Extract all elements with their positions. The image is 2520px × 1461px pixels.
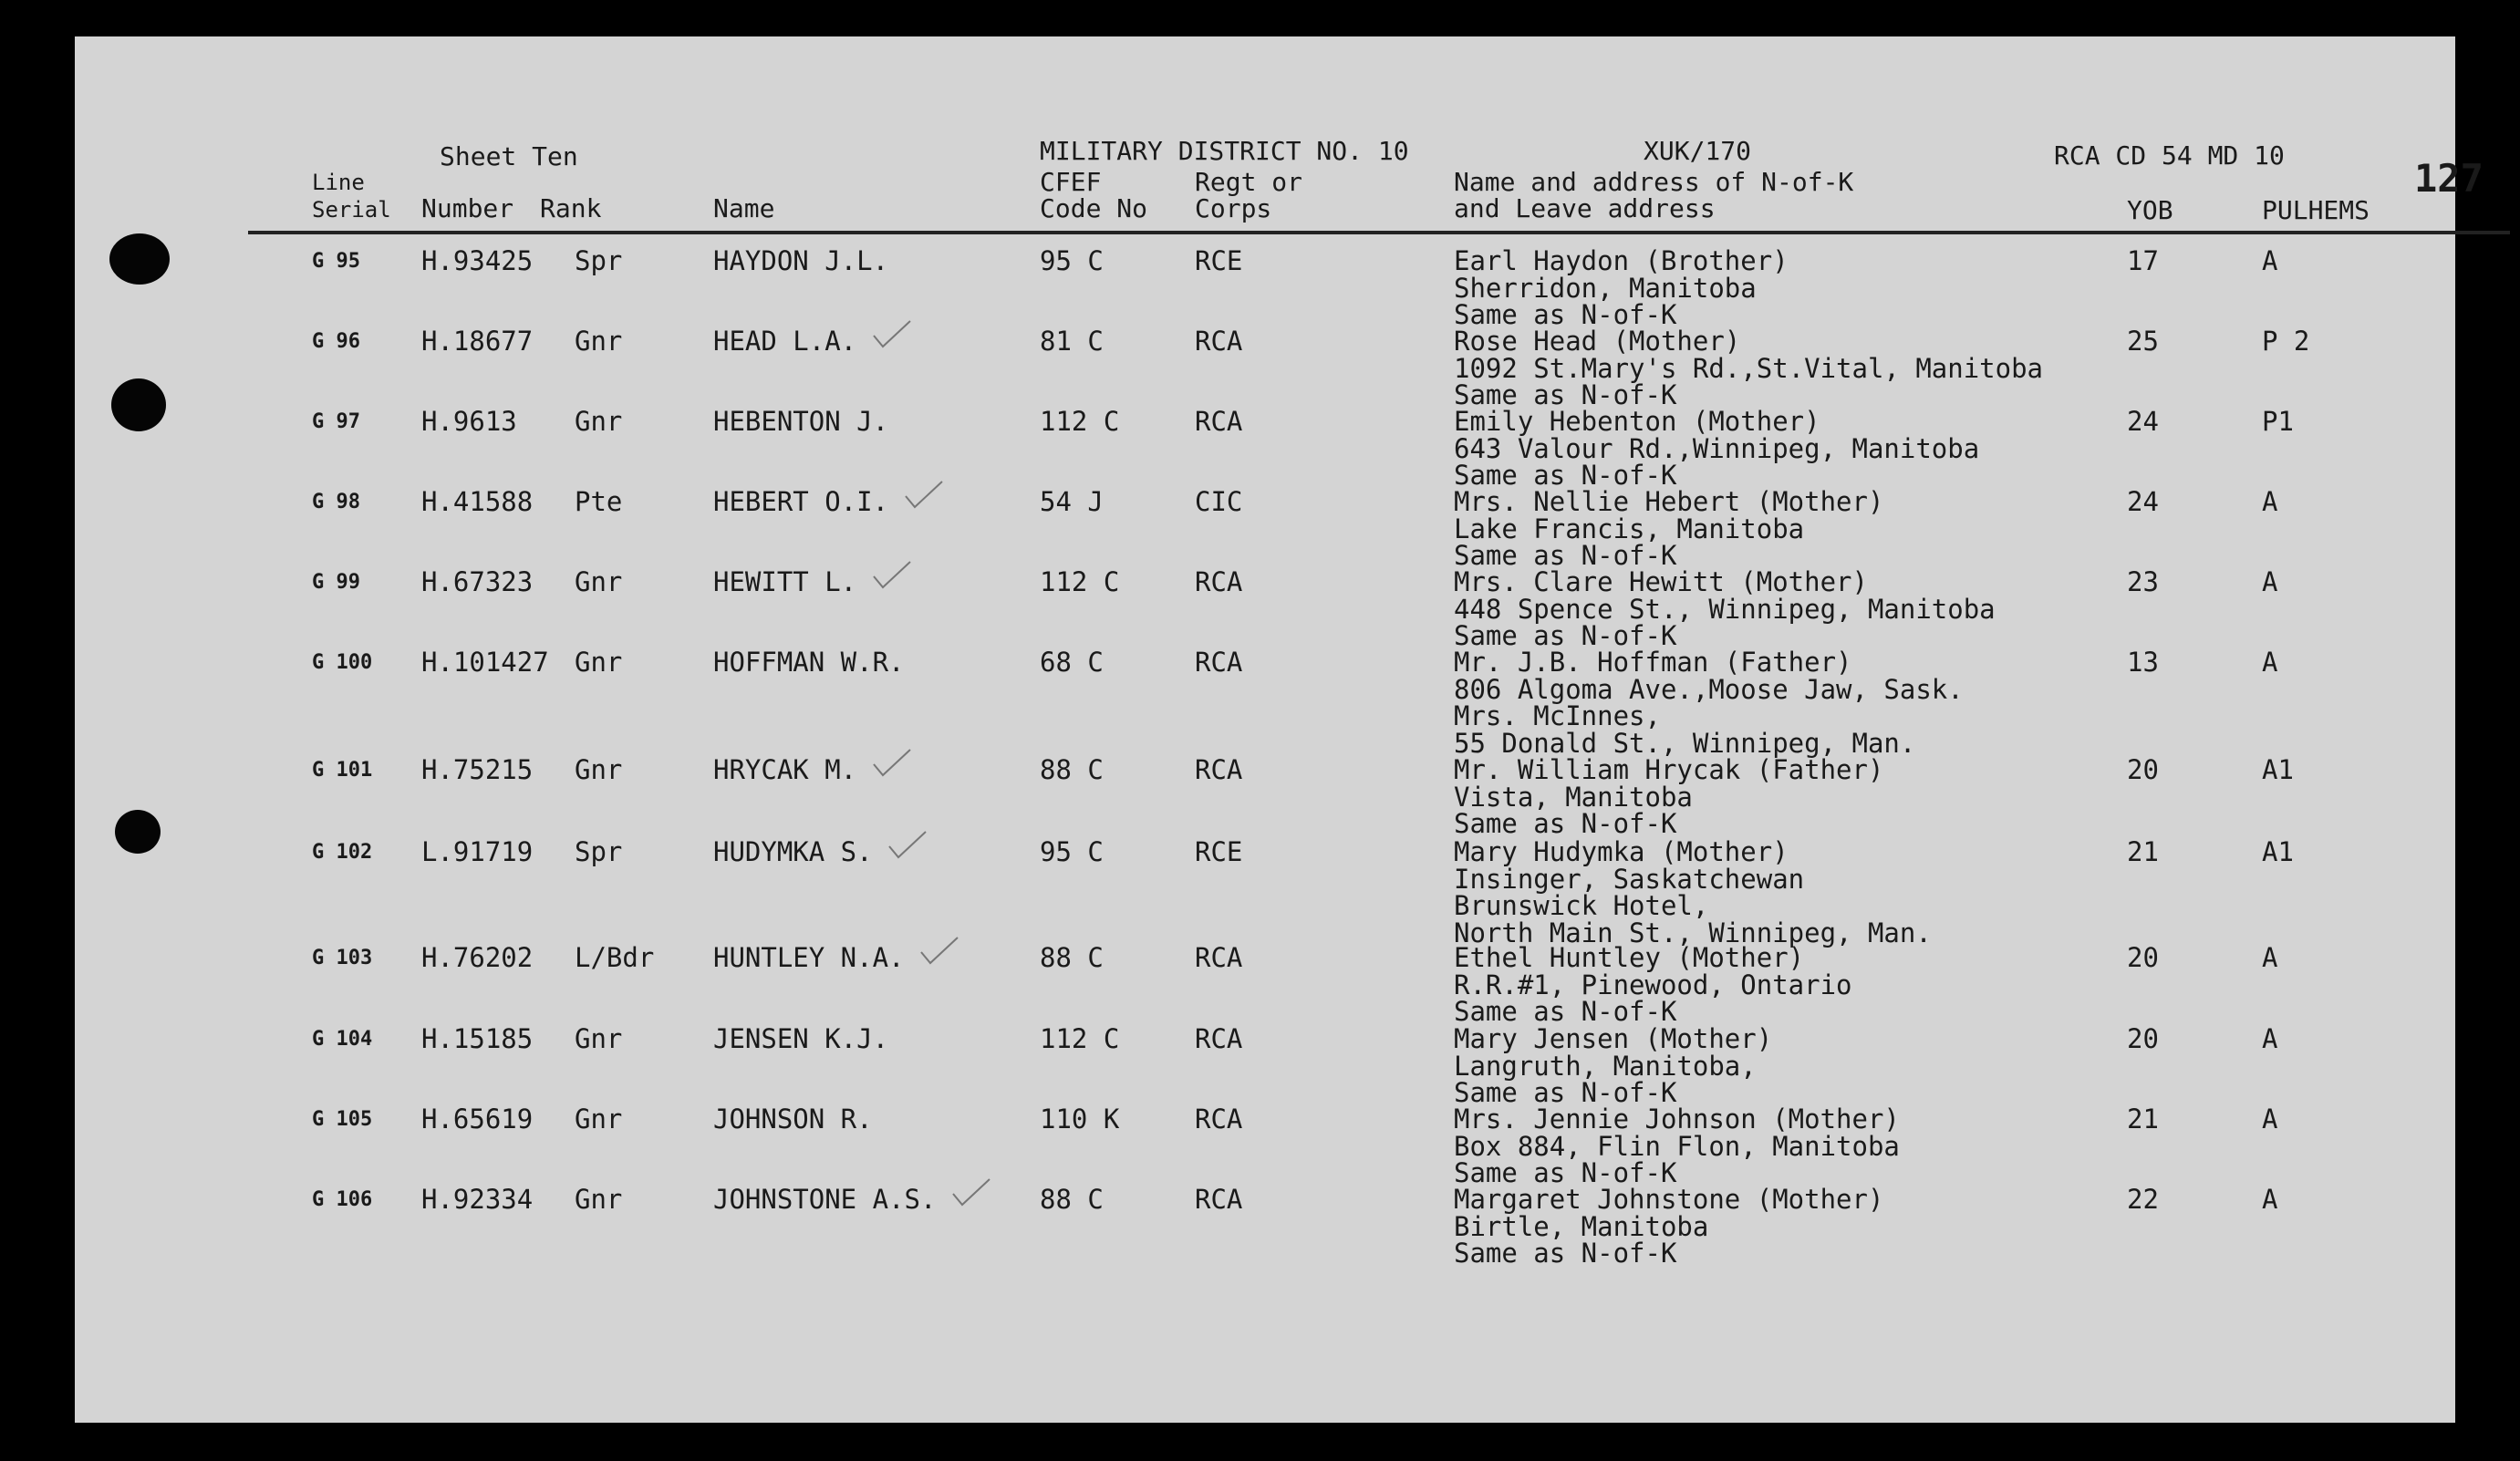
- name-cell: JOHNSTONE A.S.: [713, 1184, 937, 1215]
- nok-line: Same as N-of-K: [1454, 379, 1677, 410]
- col-header-leave: and Leave address: [1454, 193, 1716, 223]
- corps-cell: RCA: [1195, 406, 1243, 437]
- nok-line: Earl Haydon (Brother): [1454, 245, 1789, 276]
- col-header-serial: Serial: [312, 197, 391, 223]
- nok-line: Same as N-of-K: [1454, 299, 1677, 330]
- pulhems-cell: P1: [2262, 406, 2294, 437]
- number-cell: H.101427: [421, 647, 549, 678]
- col-header-pulhems: PULHEMS: [2262, 195, 2370, 225]
- nok-line: Same as N-of-K: [1454, 1157, 1677, 1188]
- serial-cell: G 100: [312, 651, 373, 674]
- punch-hole: [109, 233, 170, 285]
- serial-cell: G 105: [312, 1108, 373, 1131]
- number-cell: H.18677: [421, 326, 534, 357]
- serial-cell: G 96: [312, 330, 360, 353]
- pulhems-cell: A: [2262, 647, 2278, 678]
- nok-line: Margaret Johnstone (Mother): [1454, 1184, 1884, 1215]
- pulhems-cell: A: [2262, 942, 2278, 973]
- yob-cell: 25: [2127, 326, 2159, 357]
- nok-line: Mary Jensen (Mother): [1454, 1023, 1773, 1054]
- nok-line: R.R.#1, Pinewood, Ontario: [1454, 969, 1852, 1000]
- name-cell: HRYCAK M.: [713, 754, 857, 785]
- nok-line: Mrs. Jennie Johnson (Mother): [1454, 1104, 1900, 1135]
- name-cell: HEAD L.A.: [713, 326, 857, 357]
- yob-cell: 22: [2127, 1184, 2159, 1215]
- serial-cell: G 98: [312, 491, 360, 513]
- serial-cell: G 103: [312, 947, 373, 969]
- punch-hole: [111, 378, 166, 431]
- check-mark-icon: [872, 560, 912, 589]
- number-cell: H.41588: [421, 486, 534, 517]
- yob-cell: 21: [2127, 836, 2159, 867]
- sheet-label: Sheet Ten: [440, 141, 578, 171]
- corps-cell: RCA: [1195, 1184, 1243, 1215]
- pulhems-cell: A1: [2262, 754, 2294, 785]
- nok-line: Insinger, Saskatchewan: [1454, 863, 1805, 895]
- col-header-corps: Corps: [1195, 193, 1272, 223]
- nok-line: Mrs. Clare Hewitt (Mother): [1454, 566, 1868, 597]
- nok-line: Emily Hebenton (Mother): [1454, 406, 1820, 437]
- pulhems-cell: A: [2262, 245, 2278, 276]
- yob-cell: 21: [2127, 1104, 2159, 1135]
- nok-line: Box 884, Flin Flon, Manitoba: [1454, 1130, 1900, 1162]
- rca-reference: RCA CD 54 MD 10: [2054, 140, 2285, 171]
- name-cell: HEBENTON J.: [713, 406, 889, 437]
- code-cell: 88 C: [1040, 754, 1104, 785]
- pulhems-cell: A: [2262, 566, 2278, 597]
- page-number: 127: [2414, 156, 2484, 201]
- nok-line: Mrs. McInnes,: [1454, 700, 1661, 731]
- check-mark-icon: [919, 936, 959, 965]
- number-cell: H.67323: [421, 566, 534, 597]
- nok-line: Rose Head (Mother): [1454, 326, 1741, 357]
- nok-line: Mr. J.B. Hoffman (Father): [1454, 647, 1852, 678]
- pulhems-cell: A: [2262, 1104, 2278, 1135]
- col-header-regt: Regt or: [1195, 167, 1303, 197]
- name-cell: HOFFMAN W.R.: [713, 647, 905, 678]
- nok-line: Birtle, Manitoba: [1454, 1210, 1709, 1242]
- nok-line: Mr. William Hrycak (Father): [1454, 754, 1884, 785]
- nok-line: Vista, Manitoba: [1454, 781, 1693, 813]
- check-mark-icon: [951, 1177, 991, 1207]
- code-cell: 68 C: [1040, 647, 1104, 678]
- rank-cell: L/Bdr: [575, 942, 655, 973]
- code-cell: 95 C: [1040, 836, 1104, 867]
- serial-cell: G 106: [312, 1188, 373, 1211]
- yob-cell: 20: [2127, 942, 2159, 973]
- nok-line: Same as N-of-K: [1454, 1077, 1677, 1108]
- nok-line: 643 Valour Rd.,Winnipeg, Manitoba: [1454, 432, 1980, 464]
- nok-line: Same as N-of-K: [1454, 808, 1677, 839]
- pulhems-cell: A: [2262, 1184, 2278, 1215]
- corps-cell: RCA: [1195, 566, 1243, 597]
- serial-cell: G 99: [312, 571, 360, 594]
- col-header-yob: YOB: [2127, 195, 2173, 225]
- reference-number: XUK/170: [1644, 136, 1752, 166]
- nok-line: Same as N-of-K: [1454, 996, 1677, 1027]
- rank-cell: Spr: [575, 245, 623, 276]
- code-cell: 95 C: [1040, 245, 1104, 276]
- rank-cell: Gnr: [575, 754, 623, 785]
- check-mark-icon: [872, 748, 912, 777]
- name-cell: HUDYMKA S.: [713, 836, 873, 867]
- check-mark-icon: [872, 319, 912, 348]
- rank-cell: Gnr: [575, 326, 623, 357]
- number-cell: H.75215: [421, 754, 534, 785]
- col-header-rank: Rank: [540, 193, 602, 223]
- serial-cell: G 101: [312, 759, 373, 782]
- name-cell: HUNTLEY N.A.: [713, 942, 905, 973]
- serial-cell: G 97: [312, 410, 360, 433]
- nok-line: Lake Francis, Manitoba: [1454, 513, 1805, 544]
- code-cell: 112 C: [1040, 566, 1120, 597]
- yob-cell: 24: [2127, 406, 2159, 437]
- corps-cell: CIC: [1195, 486, 1243, 517]
- yob-cell: 17: [2127, 245, 2159, 276]
- code-cell: 110 K: [1040, 1104, 1120, 1135]
- rank-cell: Gnr: [575, 1184, 623, 1215]
- code-cell: 88 C: [1040, 1184, 1104, 1215]
- serial-cell: G 102: [312, 841, 373, 864]
- nok-line: Same as N-of-K: [1454, 1238, 1677, 1269]
- code-cell: 54 J: [1040, 486, 1104, 517]
- corps-cell: RCA: [1195, 1104, 1243, 1135]
- corps-cell: RCA: [1195, 326, 1243, 357]
- corps-cell: RCE: [1195, 836, 1243, 867]
- nok-line: 806 Algoma Ave.,Moose Jaw, Sask.: [1454, 673, 1964, 705]
- nok-line: Same as N-of-K: [1454, 540, 1677, 571]
- rank-cell: Gnr: [575, 1023, 623, 1054]
- yob-cell: 20: [2127, 1023, 2159, 1054]
- col-header-name: Name: [713, 193, 775, 223]
- name-cell: HEBERT O.I.: [713, 486, 889, 517]
- number-cell: H.92334: [421, 1184, 534, 1215]
- rank-cell: Spr: [575, 836, 623, 867]
- check-mark-icon: [887, 830, 928, 859]
- nok-line: North Main St., Winnipeg, Man.: [1454, 917, 1932, 948]
- nok-line: Langruth, Manitoba,: [1454, 1050, 1757, 1082]
- pulhems-cell: A1: [2262, 836, 2294, 867]
- rank-cell: Gnr: [575, 1104, 623, 1135]
- nok-line: Brunswick Hotel,: [1454, 890, 1709, 921]
- corps-cell: RCE: [1195, 245, 1243, 276]
- corps-cell: RCA: [1195, 647, 1243, 678]
- number-cell: H.65619: [421, 1104, 534, 1135]
- col-header-line: Line: [312, 170, 365, 195]
- yob-cell: 24: [2127, 486, 2159, 517]
- rank-cell: Pte: [575, 486, 623, 517]
- pulhems-cell: P 2: [2262, 326, 2310, 357]
- rank-cell: Gnr: [575, 406, 623, 437]
- yob-cell: 23: [2127, 566, 2159, 597]
- nok-line: Same as N-of-K: [1454, 460, 1677, 491]
- code-cell: 112 C: [1040, 406, 1120, 437]
- nok-line: Same as N-of-K: [1454, 620, 1677, 651]
- yob-cell: 20: [2127, 754, 2159, 785]
- pulhems-cell: A: [2262, 1023, 2278, 1054]
- col-header-cfef: CFEF: [1040, 167, 1102, 197]
- code-cell: 112 C: [1040, 1023, 1120, 1054]
- pulhems-cell: A: [2262, 486, 2278, 517]
- nok-line: Ethel Huntley (Mother): [1454, 942, 1805, 973]
- col-header-code-no: Code No: [1040, 193, 1148, 223]
- check-mark-icon: [904, 480, 944, 509]
- nok-line: 55 Donald St., Winnipeg, Man.: [1454, 727, 1916, 759]
- number-cell: H.93425: [421, 245, 534, 276]
- nok-line: Mary Hudymka (Mother): [1454, 836, 1789, 867]
- district-title: MILITARY DISTRICT NO. 10: [1040, 136, 1409, 166]
- name-cell: HEWITT L.: [713, 566, 857, 597]
- corps-cell: RCA: [1195, 1023, 1243, 1054]
- col-header-nok: Name and address of N-of-K: [1454, 167, 1854, 197]
- name-cell: HAYDON J.L.: [713, 245, 889, 276]
- nok-line: 1092 St.Mary's Rd.,St.Vital, Manitoba: [1454, 352, 2044, 384]
- record-sheet: [75, 36, 2484, 1423]
- code-cell: 81 C: [1040, 326, 1104, 357]
- col-header-number: Number: [421, 193, 514, 223]
- serial-cell: G 95: [312, 250, 360, 273]
- code-cell: 88 C: [1040, 942, 1104, 973]
- number-cell: H.9613: [421, 406, 517, 437]
- number-cell: L.91719: [421, 836, 534, 867]
- serial-cell: G 104: [312, 1028, 373, 1051]
- number-cell: H.15185: [421, 1023, 534, 1054]
- corps-cell: RCA: [1195, 942, 1243, 973]
- rank-cell: Gnr: [575, 566, 623, 597]
- number-cell: H.76202: [421, 942, 534, 973]
- header-rule: [248, 231, 2510, 234]
- corps-cell: RCA: [1195, 754, 1243, 785]
- punch-hole: [115, 810, 161, 854]
- nok-line: Mrs. Nellie Hebert (Mother): [1454, 486, 1884, 517]
- name-cell: JENSEN K.J.: [713, 1023, 889, 1054]
- nok-line: Sherridon, Manitoba: [1454, 272, 1757, 304]
- yob-cell: 13: [2127, 647, 2159, 678]
- nok-line: 448 Spence St., Winnipeg, Manitoba: [1454, 593, 1996, 625]
- name-cell: JOHNSON R.: [713, 1104, 873, 1135]
- rank-cell: Gnr: [575, 647, 623, 678]
